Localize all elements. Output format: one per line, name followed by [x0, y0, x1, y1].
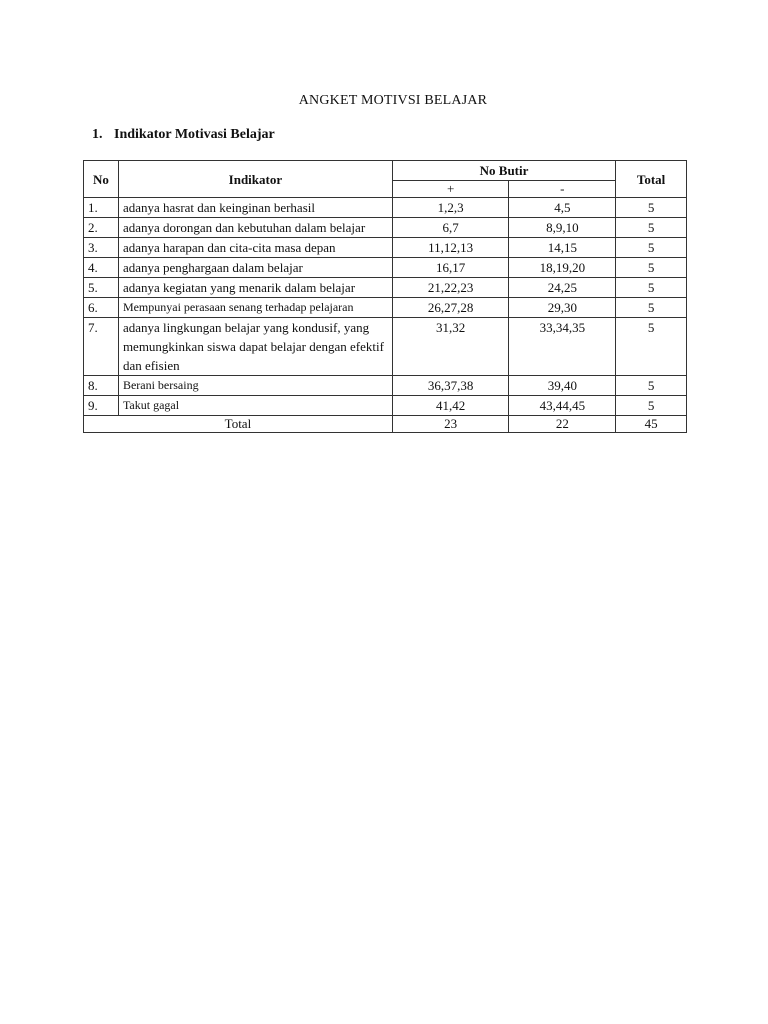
row-minus: 43,44,45: [509, 396, 616, 416]
row-total: 5: [616, 198, 687, 218]
row-no: 7.: [84, 318, 119, 376]
row-plus: 31,32: [392, 318, 509, 376]
row-minus: 29,30: [509, 298, 616, 318]
table-row: [84, 198, 687, 218]
total-total: 45: [616, 416, 687, 433]
row-total: 5: [616, 396, 687, 416]
header-minus: -: [509, 181, 616, 198]
row-total: 5: [616, 218, 687, 238]
table-row: [84, 258, 687, 278]
row-plus: 6,7: [392, 218, 509, 238]
document-title: ANGKET MOTIVSI BELAJAR: [298, 93, 488, 108]
table-row: [84, 238, 687, 258]
row-minus: 4,5: [509, 198, 616, 218]
row-minus: 14,15: [509, 238, 616, 258]
indicator-table: [83, 160, 687, 433]
row-total: 5: [616, 318, 687, 376]
total-row: [84, 416, 687, 433]
row-no: 3.: [84, 238, 119, 258]
header-indikator: Indikator: [118, 161, 392, 198]
row-plus: 1,2,3: [392, 198, 509, 218]
row-minus: 39,40: [509, 376, 616, 396]
row-total: 5: [616, 278, 687, 298]
row-indikator: Berani bersaing: [118, 376, 392, 396]
section-number: 1.: [92, 127, 103, 142]
row-indikator: adanya hasrat dan keinginan berhasil: [118, 198, 392, 218]
row-no: 9.: [84, 396, 119, 416]
table-row: [84, 396, 687, 416]
row-no: 4.: [84, 258, 119, 278]
header-total: Total: [616, 161, 687, 198]
row-minus: 33,34,35: [509, 318, 616, 376]
row-plus: 36,37,38: [392, 376, 509, 396]
table-row: [84, 278, 687, 298]
row-indikator: adanya lingkungan belajar yang kondusif, yang memungkinkan siswa dapat belajar dengan efektif dan efisien: [118, 318, 392, 376]
row-indikator: adanya penghargaan dalam belajar: [118, 258, 392, 278]
header-no: No: [84, 161, 119, 198]
row-plus: 16,17: [392, 258, 509, 278]
table-row: [84, 376, 687, 396]
header-no-butir: No Butir: [392, 161, 615, 181]
row-total: 5: [616, 258, 687, 278]
row-plus: 21,22,23: [392, 278, 509, 298]
row-no: 5.: [84, 278, 119, 298]
total-plus: 23: [392, 416, 509, 433]
row-indikator: adanya harapan dan cita-cita masa depan: [118, 238, 392, 258]
row-indikator: adanya dorongan dan kebutuhan dalam belajar: [118, 218, 392, 238]
row-no: 2.: [84, 218, 119, 238]
row-no: 6.: [84, 298, 119, 318]
table-row: [84, 218, 687, 238]
row-total: 5: [616, 238, 687, 258]
section-heading: [92, 127, 275, 143]
row-plus: 11,12,13: [392, 238, 509, 258]
row-plus: 26,27,28: [392, 298, 509, 318]
row-plus: 41,42: [392, 396, 509, 416]
header-plus: +: [392, 181, 509, 198]
row-no: 8.: [84, 376, 119, 396]
row-total: 5: [616, 298, 687, 318]
section-label: Indikator Motivasi Belajar: [114, 127, 275, 142]
row-total: 5: [616, 376, 687, 396]
total-label: Total: [84, 416, 393, 433]
row-indikator: Mempunyai perasaan senang terhadap pelajaran: [118, 298, 392, 318]
table-row: [84, 318, 687, 376]
row-no: 1.: [84, 198, 119, 218]
row-minus: 24,25: [509, 278, 616, 298]
total-minus: 22: [509, 416, 616, 433]
row-indikator: Takut gagal: [118, 396, 392, 416]
row-indikator: adanya kegiatan yang menarik dalam belajar: [118, 278, 392, 298]
row-minus: 18,19,20: [509, 258, 616, 278]
row-minus: 8,9,10: [509, 218, 616, 238]
table-row: [84, 298, 687, 318]
